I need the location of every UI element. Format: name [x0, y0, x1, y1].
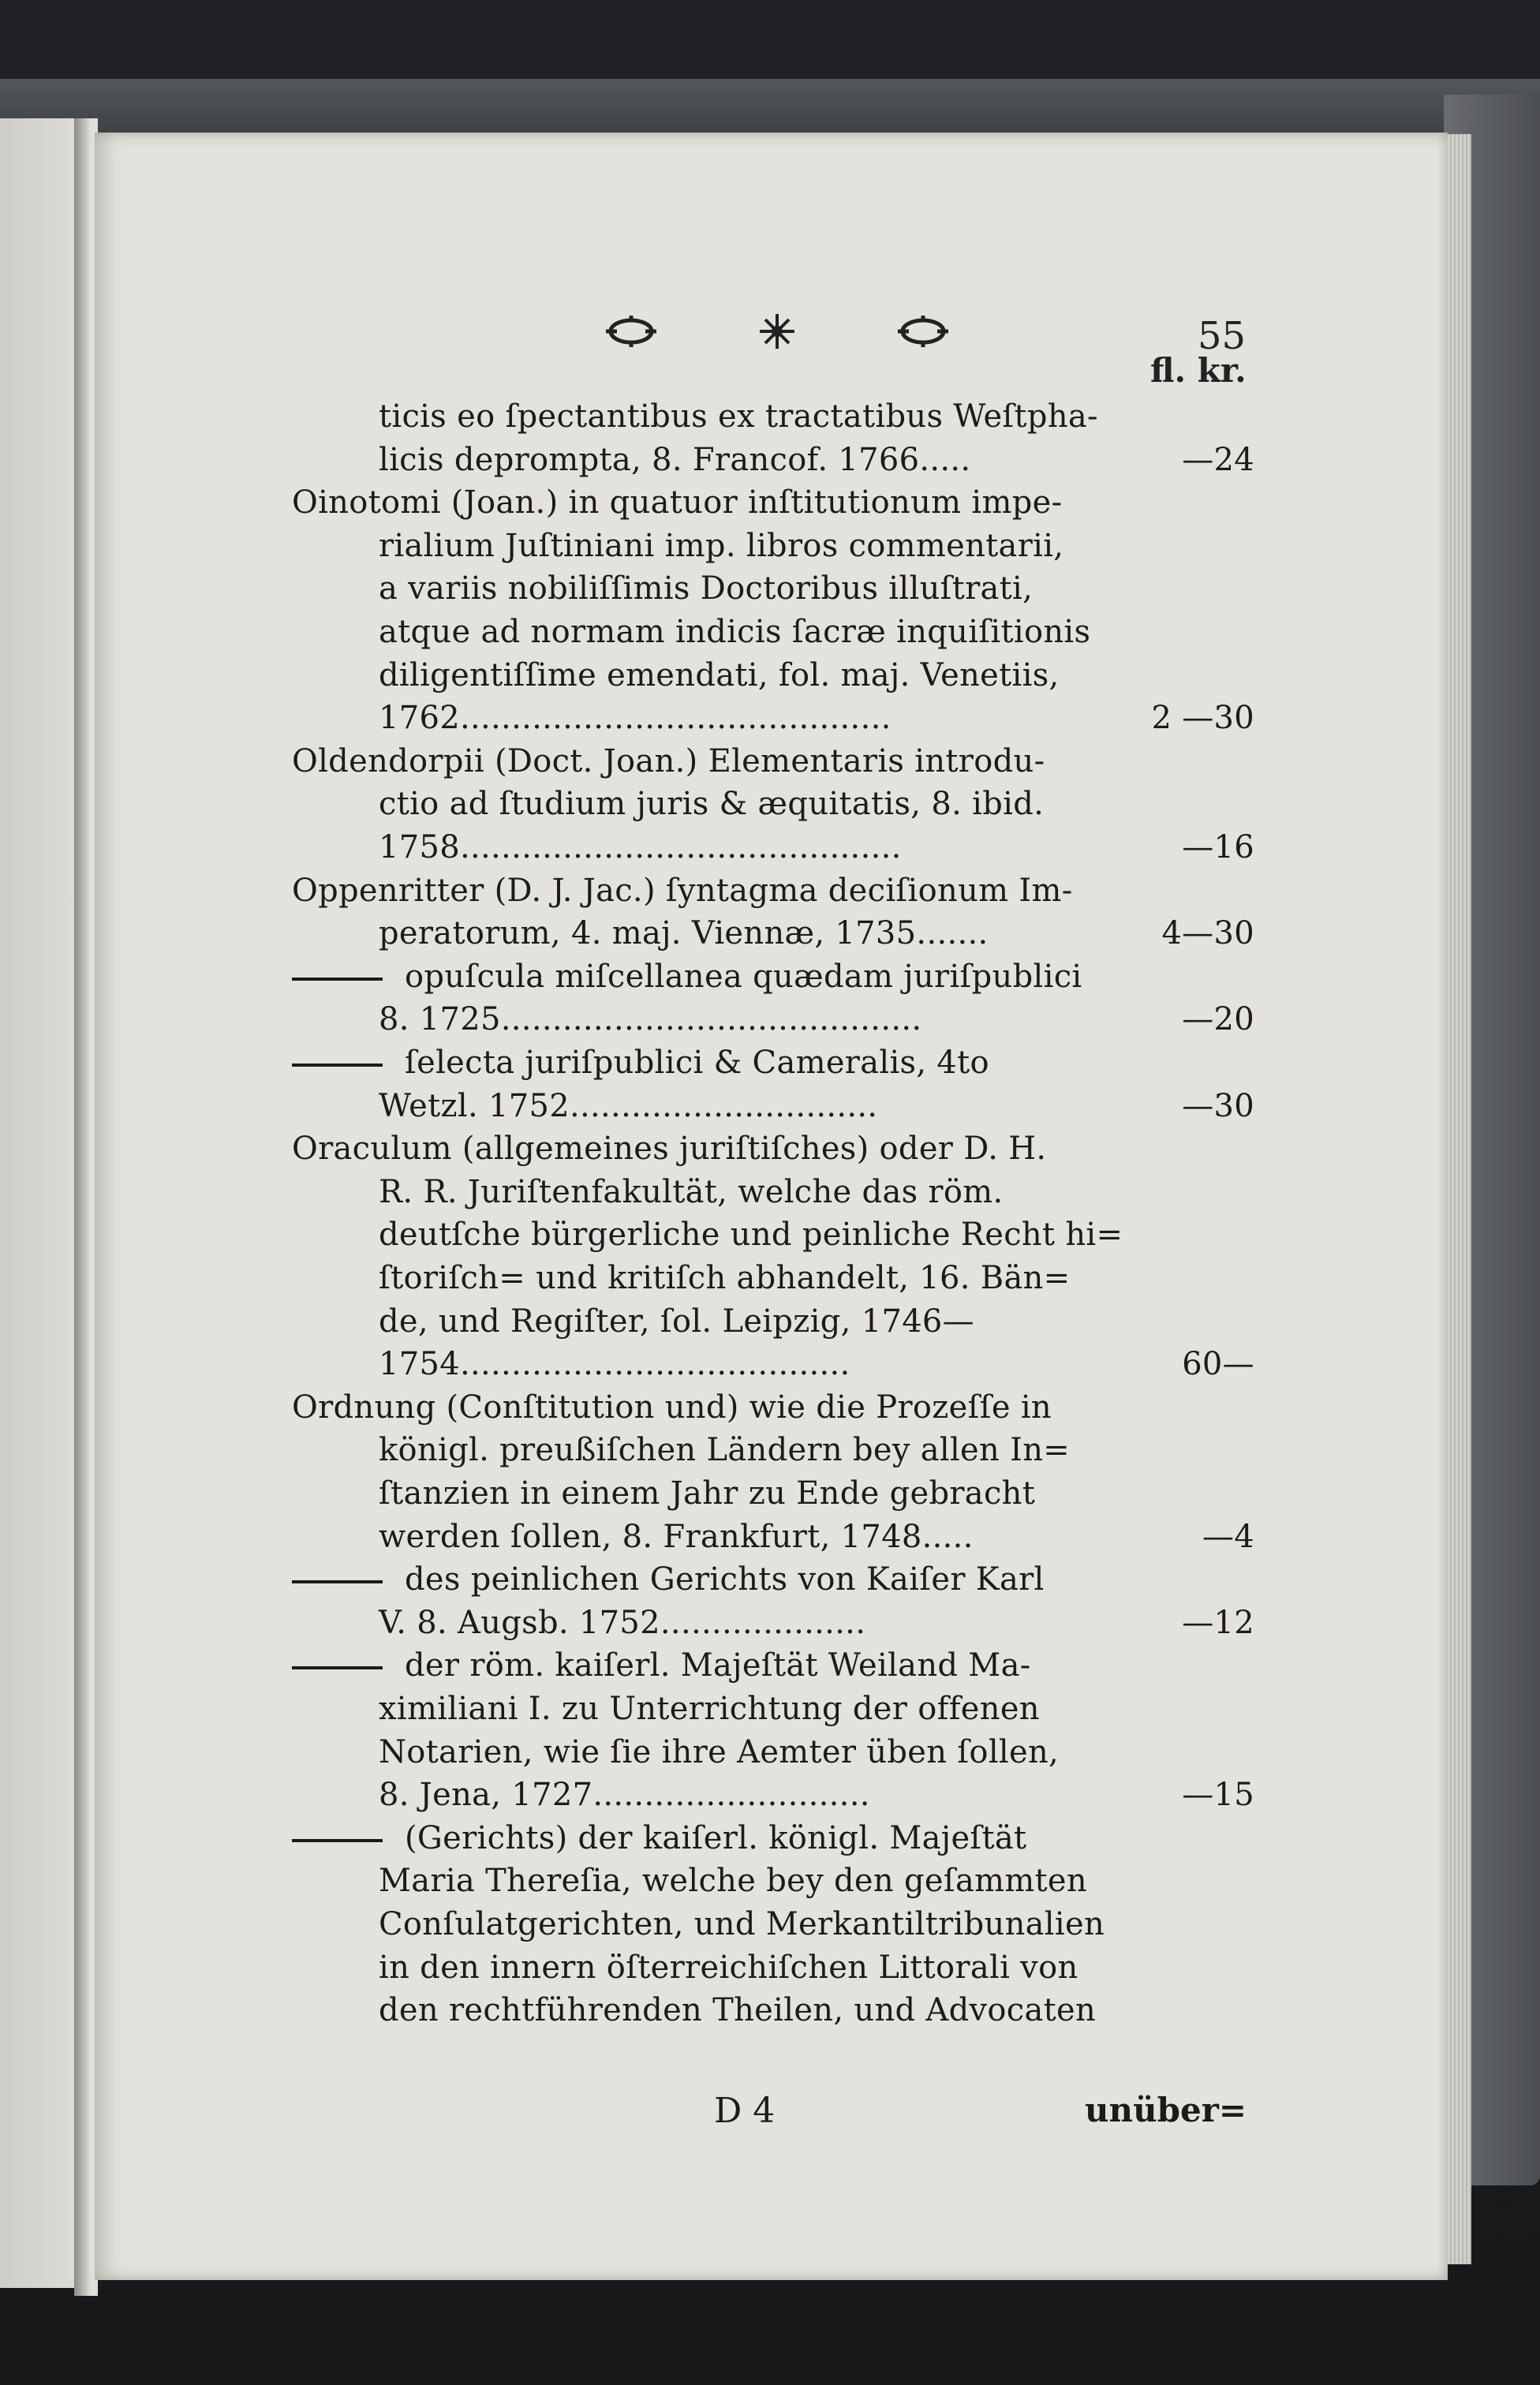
catalog-line — [0, 1949, 1540, 1997]
line-text: rialium Juſtiniani imp. libros commentarii, — [379, 528, 1064, 564]
entry-continuation-text — [379, 1088, 877, 1124]
entry-continuation-text — [379, 614, 1090, 650]
line-text: Notarien, wie ſie ihre Aemter üben ſollen, — [379, 1734, 1060, 1770]
line-text: ticis eo ſpectantibus ex tractatibus Weſtpha- — [379, 398, 1098, 435]
catalog-line — [0, 528, 1540, 575]
price-value: —24 — [1182, 442, 1254, 478]
entry-continuation-text — [379, 1992, 1096, 2028]
price-column-header: fl. kr. — [1150, 351, 1247, 390]
line-text: 1762.......................................... — [379, 700, 891, 736]
entry-continuation-text — [379, 829, 902, 865]
entry-continuation-text — [379, 442, 970, 478]
catalog-line — [0, 959, 1540, 1006]
catalog-line — [0, 1691, 1540, 1738]
line-text: 8. Jena, 1727........................... — [379, 1777, 870, 1813]
catalog-line — [0, 1389, 1540, 1437]
catalog-line — [0, 1432, 1540, 1479]
catalog-line — [0, 1346, 1540, 1393]
line-text: in den innern öſterreichiſchen Littorali von — [379, 1949, 1078, 1986]
entry-heading-text — [292, 1131, 1046, 1167]
line-text: de, und Regiſter, ſol. Leipzig, 1746— — [379, 1303, 974, 1340]
entry-continuation-text — [379, 398, 1098, 435]
price-value: —16 — [1182, 829, 1254, 865]
entry-continuation-text — [379, 1519, 974, 1555]
line-text: R. R. Juriſtenfakultät, welche das röm. — [379, 1174, 1004, 1210]
catchword: unüber= — [1085, 2091, 1247, 2129]
catalog-line — [0, 1045, 1540, 1092]
entry-continuation-text — [379, 700, 891, 736]
sub-entry-text — [292, 1820, 1026, 1856]
line-text: a variis nobiliſſimis Doctoribus illuſtrati, — [379, 570, 1034, 607]
line-text: licis deprompta, 8. Francof. 1766..... — [379, 442, 971, 478]
catalog-line — [0, 700, 1540, 747]
header-ornament — [600, 309, 978, 353]
entry-continuation-text — [379, 1605, 865, 1641]
sub-entry-text — [292, 1045, 989, 1081]
line-text: (Gerichts) der kaiſerl. königl. Majeſtät — [405, 1820, 1027, 1856]
line-text: Oraculum (allgemeines juriſtiſches) oder D. H. — [292, 1131, 1047, 1167]
repeat-dash — [292, 978, 383, 981]
entry-heading-text — [292, 484, 1062, 521]
line-text: ctio ad ſtudium juris & æquitatis, 8. ibid. — [379, 786, 1045, 822]
line-text: Ordnung (Conſtitution und) wie die Prozeſſe in — [292, 1389, 1052, 1426]
line-text: der röm. kaiſerl. Majeſtät Weiland Ma- — [405, 1647, 1031, 1684]
line-text: Oldendorpii (Doct. Joan.) Elementaris introdu- — [292, 743, 1045, 779]
entry-continuation-text — [379, 1734, 1059, 1770]
catalog-line — [0, 657, 1540, 705]
catalog-line — [0, 1992, 1540, 2039]
catalog-line — [0, 614, 1540, 661]
entry-continuation-text — [379, 1432, 1070, 1468]
line-text: Wetzl. 1752.............................. — [379, 1088, 878, 1124]
line-text: deutſche bürgerliche und peinliche Recht hi= — [379, 1217, 1123, 1253]
sub-entry-text — [292, 959, 1082, 995]
entry-continuation-text — [379, 1906, 1105, 1942]
line-text: Conſulatgerichten, und Merkantiltribunalien — [379, 1906, 1105, 1942]
ornament-left-icon — [600, 309, 663, 353]
catalog-line — [0, 1217, 1540, 1264]
catalog-line — [0, 570, 1540, 618]
catalog-line — [0, 1174, 1540, 1221]
entry-continuation-text — [379, 1949, 1078, 1986]
signature-mark: D 4 — [714, 2091, 776, 2131]
line-text: ſtoriſch= und kritiſch abhandelt, 16. Bän= — [379, 1260, 1071, 1296]
entry-continuation-text — [379, 1001, 921, 1037]
line-text: Oinotomi (Joan.) in quatuor inſtitutionum impe- — [292, 484, 1063, 521]
catalog-line — [0, 1519, 1540, 1566]
catalog-line — [0, 1777, 1540, 1824]
entry-continuation-text — [379, 1863, 1087, 1899]
entry-heading-text — [292, 743, 1045, 779]
entry-continuation-text — [379, 1303, 974, 1340]
line-text: werden ſollen, 8. Frankfurt, 1748..... — [379, 1519, 974, 1555]
entry-continuation-text — [379, 657, 1060, 693]
entry-continuation-text — [379, 786, 1044, 822]
price-value: 60— — [1182, 1346, 1254, 1382]
line-text: königl. preußiſchen Ländern bey allen In= — [379, 1432, 1071, 1468]
line-text: V. 8. Augsb. 1752.................... — [379, 1605, 866, 1641]
line-text: Maria Thereſia, welche bey den geſammten — [379, 1863, 1087, 1899]
repeat-dash — [292, 1839, 383, 1842]
price-value: —20 — [1182, 1001, 1254, 1037]
catalog-line — [0, 1863, 1540, 1910]
catalog-line — [0, 915, 1540, 963]
sub-entry-text — [292, 1561, 1045, 1598]
entry-continuation-text — [379, 915, 989, 951]
entry-heading-text — [292, 1389, 1052, 1426]
catalog-line — [0, 1734, 1540, 1781]
catalog-line — [0, 743, 1540, 791]
catalog-line — [0, 1088, 1540, 1135]
entry-continuation-text — [379, 1217, 1123, 1253]
entry-continuation-text — [379, 1691, 1040, 1727]
price-value: —12 — [1182, 1605, 1254, 1641]
catalog-line — [0, 442, 1540, 489]
catalog-line — [0, 1647, 1540, 1695]
line-text: des peinlichen Gerichts von Kaiſer Karl — [405, 1561, 1045, 1598]
entry-continuation-text — [379, 1260, 1070, 1296]
price-value: —4 — [1202, 1519, 1254, 1555]
catalog-line — [0, 1906, 1540, 1953]
catalog-line — [0, 1605, 1540, 1652]
repeat-dash — [292, 1666, 383, 1669]
catalog-line — [0, 1475, 1540, 1523]
catalog-line — [0, 398, 1540, 446]
entry-continuation-text — [379, 570, 1033, 607]
line-text: 8. 1725......................................... — [379, 1001, 922, 1037]
price-value: —15 — [1182, 1777, 1254, 1813]
entry-continuation-text — [379, 1174, 1004, 1210]
catalog-line — [0, 1260, 1540, 1307]
catalog-line — [0, 1303, 1540, 1351]
book-cover-top — [0, 79, 1540, 134]
sub-entry-text — [292, 1647, 1031, 1684]
line-text: den rechtführenden Theilen, und Advocaten — [379, 1992, 1097, 2028]
catalog-line — [0, 1131, 1540, 1178]
line-text: Oppenritter (D. J. Jac.) ſyntagma deciſionum Im- — [292, 873, 1073, 909]
price-value: —30 — [1182, 1088, 1254, 1124]
line-text: ſtanzien in einem Jahr zu Ende gebracht — [379, 1475, 1036, 1512]
catalog-line — [0, 1561, 1540, 1609]
line-text: 1754...................................... — [379, 1346, 850, 1382]
catalog-line — [0, 484, 1540, 532]
catalog-line — [0, 829, 1540, 877]
entry-continuation-text — [379, 528, 1063, 564]
entry-continuation-text — [379, 1777, 870, 1813]
page-number: 55 — [1198, 314, 1247, 358]
entry-continuation-text — [379, 1346, 850, 1382]
line-text: diligentiſſime emendati, fol. maj. Venetiis, — [379, 657, 1060, 693]
entry-continuation-text — [379, 1475, 1035, 1512]
line-text: 1758........................................... — [379, 829, 902, 865]
catalog-line — [0, 786, 1540, 833]
repeat-dash — [292, 1064, 383, 1067]
entry-heading-text — [292, 873, 1073, 909]
ornament-center-icon — [749, 309, 805, 353]
catalog-line — [0, 873, 1540, 920]
ornament-right-icon — [891, 309, 955, 353]
repeat-dash — [292, 1580, 383, 1583]
line-text: atque ad normam indicis ſacræ inquiſitionis — [379, 614, 1091, 650]
catalog-line — [0, 1001, 1540, 1049]
price-value: 4—30 — [1161, 915, 1254, 951]
catalog-line — [0, 1820, 1540, 1867]
line-text: ximiliani I. zu Unterrichtung der offenen — [379, 1691, 1040, 1727]
line-text: opuſcula miſcellanea quædam juriſpublici — [405, 959, 1082, 995]
line-text: peratorum, 4. maj. Viennæ, 1735....... — [379, 915, 989, 951]
price-value: 2 —30 — [1151, 700, 1254, 736]
line-text: ſelecta juriſpublici & Cameralis, 4to — [405, 1045, 989, 1081]
